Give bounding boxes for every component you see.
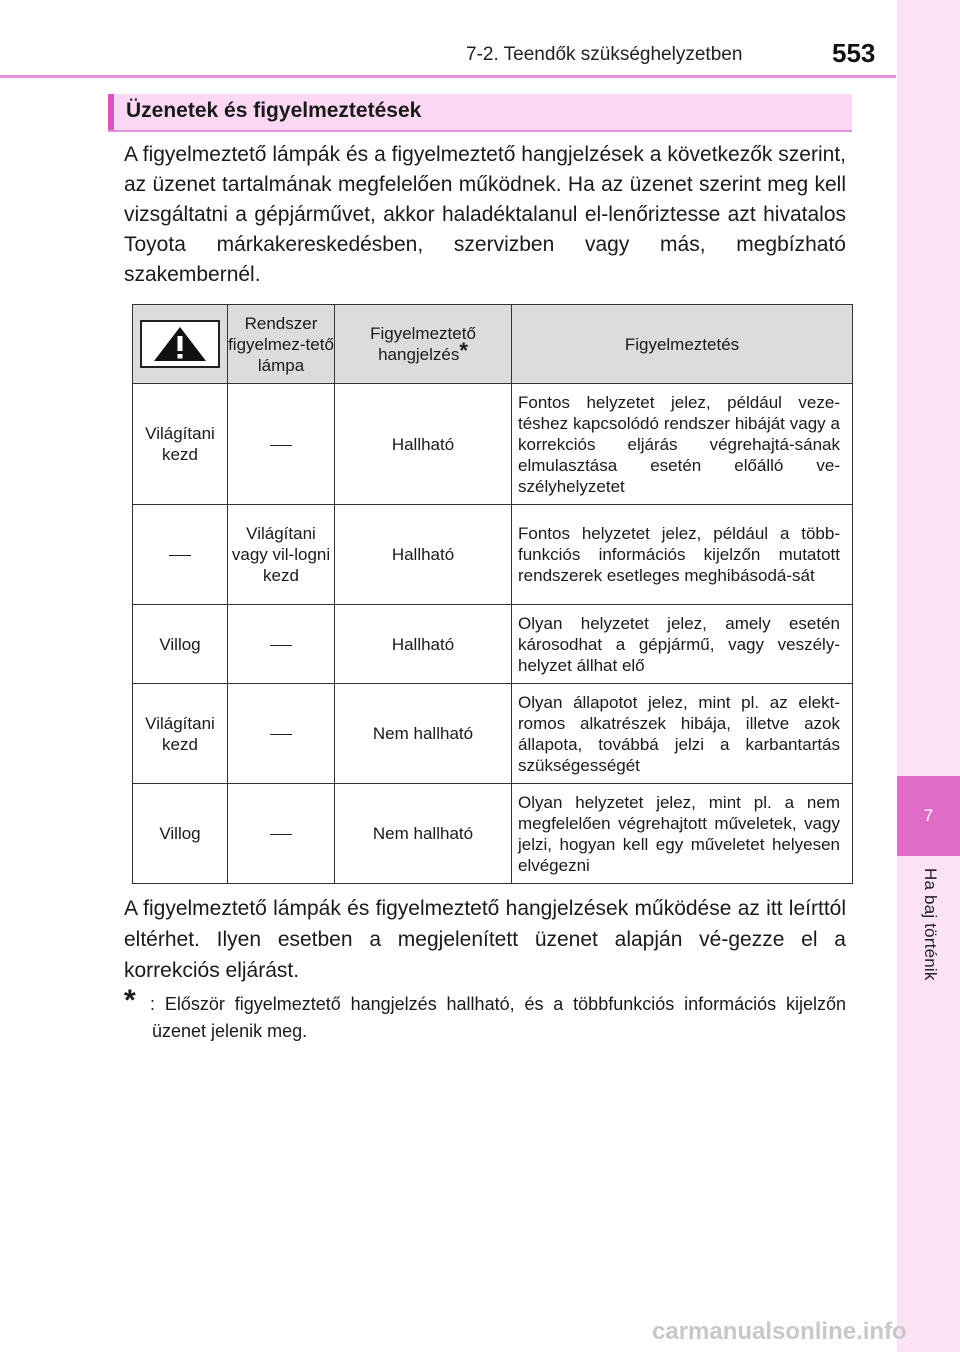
header-system-lamp: Rendszer figyelmez-tető lámpa: [228, 305, 335, 384]
table-row: [133, 605, 853, 684]
header-buzzer-label: Figyelmeztető hangjelzés: [370, 324, 476, 364]
cell-system-lamp: Villog: [133, 784, 228, 884]
cell-warning-lamp: [228, 605, 335, 684]
chapter-title-label: Ha baj történik: [921, 868, 940, 981]
chapter-number-tab[interactable]: 7: [897, 776, 960, 856]
cell-buzzer: Hallható: [335, 505, 512, 605]
cell-buzzer: Nem hallható: [335, 684, 512, 784]
header-icon-cell: [133, 305, 228, 384]
cell-system-lamp: Világítani kezd: [133, 684, 228, 784]
dash-mark: [270, 734, 292, 735]
cell-system-lamp: Világítani kezd: [133, 384, 228, 505]
footnote: [124, 984, 846, 1045]
cell-warning-lamp: [228, 384, 335, 505]
cell-warning-lamp: Világítani vagy vil-logni kezd: [228, 505, 335, 605]
dash-mark: [270, 834, 292, 835]
cell-warning: Fontos helyzetet jelez, például a több-funkciós információs kijelzőn mutatott rendszerek esetleges meghibásodá-sát: [512, 505, 853, 605]
cell-warning: Olyan állapotot jelez, mint pl. az elekt-romos alkatrészek hibája, illetve azok állapota, továbbá jelzi a karbantartás szükségességét: [512, 684, 853, 784]
cell-warning-lamp: [228, 684, 335, 784]
header-section-title: 7-2. Teendők szükséghelyzetben: [466, 44, 743, 65]
intro-paragraph: A figyelmeztető lámpák és a figyelmeztető hangjelzések a következők szerint, az üzenet tartalmának megfelelően működnek. Ha az üzenet szerint meg kell vizsgáltatni a gépjárművet, akkor haladéktalanul el-lenőriztesse azt hivatalos Toyota márkakereskedésben, szervizben vagy más, megbízható szakembernél.: [124, 143, 846, 286]
cell-system-lamp: Villog: [133, 605, 228, 684]
header-buzzer-mark: *: [459, 338, 468, 363]
footnote-text: : Először figyelmeztető hangjelzés hallható, és a többfunkciós információs kijelzőn üzenet jelenik meg.: [150, 994, 846, 1041]
footnote-mark: *: [124, 984, 136, 1017]
cell-buzzer: Hallható: [335, 384, 512, 505]
table-header-row: [133, 305, 853, 384]
header-warning: Figyelmeztetés: [512, 305, 853, 384]
table-row: [133, 784, 853, 884]
table-row: [133, 505, 853, 605]
section-title: Üzenetek és figyelmeztetések: [126, 99, 422, 122]
header-buzzer: [335, 305, 512, 384]
cell-warning: Olyan helyzetet jelez, amely esetén károsodhat a gépjármű, vagy veszély-helyzet állhat elő: [512, 605, 853, 684]
table-row: [133, 684, 853, 784]
dash-mark: [169, 555, 191, 556]
cell-buzzer: Nem hallható: [335, 784, 512, 884]
watermark: carmanualsonline.info: [652, 1318, 907, 1345]
cell-warning: Fontos helyzetet jelez, például veze-téshez kapcsolódó rendszer hibáját vagy a korrekciós eljárás végrehajtá-sának elmulasztása esetén előálló ve-szélyhelyzetet: [512, 384, 853, 505]
cell-warning: Olyan helyzetet jelez, mint pl. a nem megfelelően végrehajtott műveletek, vagy jelzi, hogyan kell egy műveletet helyesen elvégezni: [512, 784, 853, 884]
section-heading-bar: [108, 94, 852, 130]
section-underline: [108, 130, 852, 132]
table-row: [133, 384, 853, 505]
warning-table: [132, 304, 853, 884]
page-number: 553: [832, 38, 876, 68]
warning-triangle-icon: [140, 320, 220, 368]
dash-mark: [270, 645, 292, 646]
header-rule: [0, 75, 896, 78]
dash-mark: [270, 445, 292, 446]
outro-paragraph: A figyelmeztető lámpák és figyelmeztető hangjelzések működése az itt leírttól eltérhet. Ilyen esetben a megjelenített üzenet alapján vé-gezze el a korrekciós eljárást.: [124, 897, 846, 982]
side-tab-band: [897, 0, 960, 1352]
cell-warning-lamp: [228, 784, 335, 884]
cell-buzzer: Hallható: [335, 605, 512, 684]
cell-system-lamp: [133, 505, 228, 605]
